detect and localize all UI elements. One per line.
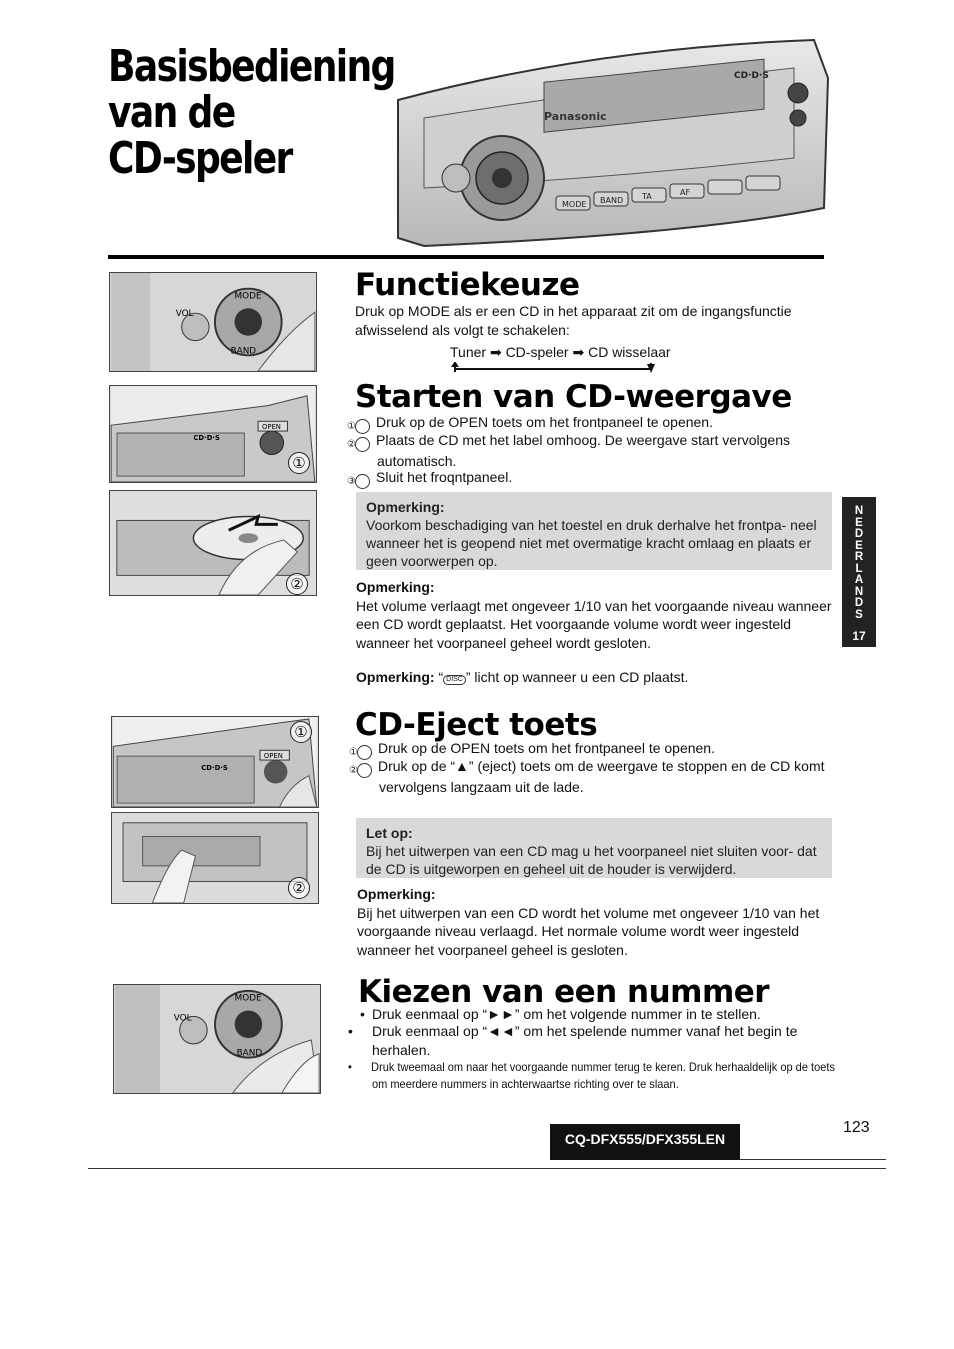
hero-btn-ta: TA xyxy=(642,192,652,201)
eject-note-text: Bij het uitwerpen van een CD wordt het volume met ongeveer 1/10 van het voorgaande niveau verlaagd. Het normale volume wordt weer ingesteld wanneer het voorpaneel geheel is gesloten. xyxy=(357,904,820,958)
starten-step-3 xyxy=(347,468,830,489)
starten-note-text: Het volume verlaagt met ongeveer 1/10 van het voorgaande niveau wanneer een CD wordt geplaatst. Het voorgaande volume wordt weer ingesteld wanneer het voorpaneel geheel wordt gesloten. xyxy=(356,597,832,651)
tab-letter: R xyxy=(854,551,864,563)
starten-note xyxy=(356,578,832,652)
hero-device-image xyxy=(394,38,830,248)
photo-eject-open xyxy=(111,716,319,808)
eject-step-2 xyxy=(349,757,832,797)
p3-step-num: ② xyxy=(286,573,308,595)
tab-letter: S xyxy=(855,608,863,621)
p4-open-label: OPEN xyxy=(263,752,283,761)
starten-step-3-num: ③ xyxy=(355,474,370,489)
title-line-3: CD-speler xyxy=(108,133,292,184)
hero-logo: CD·D·S xyxy=(734,71,769,81)
function-flow: Tuner ➡ CD-speler ➡ CD wisselaar xyxy=(450,344,671,360)
kiezen-bullet-1-text: Druk eenmaal op “►►” om het volgende nummer in te stellen. xyxy=(372,1006,761,1022)
hero-btn-af: AF xyxy=(680,188,691,197)
p6-mode-label: MODE xyxy=(234,993,262,1004)
starten-step-1-text: Druk op de OPEN toets om het frontpaneel te openen. xyxy=(376,414,713,430)
p1-band-label: BAND xyxy=(230,346,257,357)
tab-letter: E xyxy=(855,516,863,529)
eject-step-2-text: Druk op de “▲” (eject) toets om de weergave te stoppen en de CD komt vervolgens langzaam uit de lade. xyxy=(378,758,825,795)
starten-step-1-num: ① xyxy=(355,419,370,434)
starten-note-2 xyxy=(356,668,832,687)
heading-starten: Starten van CD-weergave xyxy=(355,379,792,415)
tab-page-number: 17 xyxy=(852,629,866,643)
eject-step-2-num: ② xyxy=(357,763,372,778)
photo-mode-knob xyxy=(109,272,317,372)
photo-track-select xyxy=(113,984,321,1094)
p2-open-label: OPEN xyxy=(261,423,281,432)
starten-step-2-text: Plaats de CD met het label omhoog. De weergave start vervolgens automatisch. xyxy=(376,432,790,469)
p2-logo: CD·D·S xyxy=(193,433,220,442)
heading-rule xyxy=(108,255,824,259)
p4-logo: CD·D·S xyxy=(201,763,228,772)
photo-insert-cd xyxy=(109,490,317,596)
footer-rule-right xyxy=(740,1159,886,1160)
eject-note xyxy=(357,885,833,959)
eject-box-text: Bij het uitwerpen van een CD mag u het voorpaneel niet sluiten voor- dat de CD is uitgeworpen en geheel uit de houder is verwijderd. xyxy=(366,843,817,877)
tab-letter: D xyxy=(854,597,864,609)
heading-functiekeuze: Functiekeuze xyxy=(355,267,580,303)
model-footer: CQ-DFX555/DFX355LEN xyxy=(550,1124,740,1160)
tab-letter: L xyxy=(855,562,863,575)
p5-step-num: ② xyxy=(288,877,310,899)
heading-kiezen: Kiezen van een nummer xyxy=(358,974,770,1010)
disc-icon: DISC xyxy=(443,675,466,685)
starten-warning-box xyxy=(356,492,832,570)
tab-letter: D xyxy=(854,528,864,540)
eject-note-title: Opmerking: xyxy=(357,886,436,902)
starten-step-2 xyxy=(347,431,830,471)
starten-step-2-num: ② xyxy=(355,437,370,452)
eject-box-title: Let op: xyxy=(366,825,413,841)
starten-box-title: Opmerking: xyxy=(366,499,445,515)
kiezen-bullet-2-text: Druk eenmaal op “◄◄” om het spelende nummer vanaf het begin te herhalen. xyxy=(372,1023,798,1058)
p1-vol-label: VOL xyxy=(175,309,194,320)
starten-note-title: Opmerking: xyxy=(356,579,435,595)
kiezen-bullet-1: • Druk eenmaal op “►►” om het volgende nummer in te stellen. xyxy=(360,1006,761,1022)
p2-step-num: ① xyxy=(288,452,310,474)
p1-mode-label: MODE xyxy=(234,291,262,302)
heading-eject: CD-Eject toets xyxy=(355,707,598,743)
eject-step-1-text: Druk op de OPEN toets om het frontpaneel te openen. xyxy=(378,740,715,756)
kiezen-bullet-3-text: Druk tweemaal om naar het voorgaande nummer terug te keren. Druk herhaaldelijk op de toets om meerdere nummers in achterwaartse richting over te slaan. xyxy=(371,1060,835,1091)
starten-note2-title: Opmerking: xyxy=(356,669,435,685)
kiezen-bullet-2: • Druk eenmaal op “◄◄” om het spelende nummer vanaf het begin te herhalen. xyxy=(348,1023,798,1058)
language-tab xyxy=(842,497,876,647)
starten-note2-open: “ xyxy=(434,669,444,685)
title-line-2: van de xyxy=(108,87,235,138)
kiezen-bullet-3: • Druk tweemaal om naar het voorgaande nummer terug te keren. Druk herhaaldelijk op de toets om meerdere nummers in achterwaartse richting over te slaan. xyxy=(348,1060,835,1091)
tab-letter: A xyxy=(854,574,864,586)
functiekeuze-line-2: afwisselend als volgt te schakelen: xyxy=(355,321,570,338)
eject-step-1-num: ① xyxy=(357,745,372,760)
tab-letter: N xyxy=(854,585,864,598)
page-number: 123 xyxy=(843,1119,870,1136)
hero-btn-band: BAND xyxy=(600,196,624,205)
photo-open-button xyxy=(109,385,317,483)
functiekeuze-line-1: Druk op MODE als er een CD in het apparaat zit om de ingangsfunctie xyxy=(355,303,792,319)
hero-brand: Panasonic xyxy=(544,110,607,123)
eject-caution-box xyxy=(356,818,832,878)
tab-letter: N xyxy=(854,505,864,517)
hero-btn-mode: MODE xyxy=(562,200,587,209)
starten-step-3-text: Sluit het froqntpaneel. xyxy=(376,469,513,485)
functiekeuze-text xyxy=(355,302,835,339)
title-line-1: Basisbediening xyxy=(108,41,395,92)
p4-step-num: ① xyxy=(290,721,312,743)
page-title xyxy=(108,41,395,184)
starten-box-text: Voorkom beschadiging van het toestel en druk derhalve het frontpa- neel wanneer het is geopend niet met overmatige kracht omlaag en plaats er geen voorwerpen op. xyxy=(366,517,817,569)
footer-rule xyxy=(88,1168,886,1169)
photo-eject-button xyxy=(111,812,319,904)
starten-note2-text: ” licht op wanneer u een CD plaatst. xyxy=(465,669,689,685)
function-loop-arrow xyxy=(451,362,671,374)
tab-letter: E xyxy=(855,539,863,552)
p6-vol-label: VOL xyxy=(173,1013,192,1024)
p6-band-label: BAND xyxy=(236,1048,263,1059)
